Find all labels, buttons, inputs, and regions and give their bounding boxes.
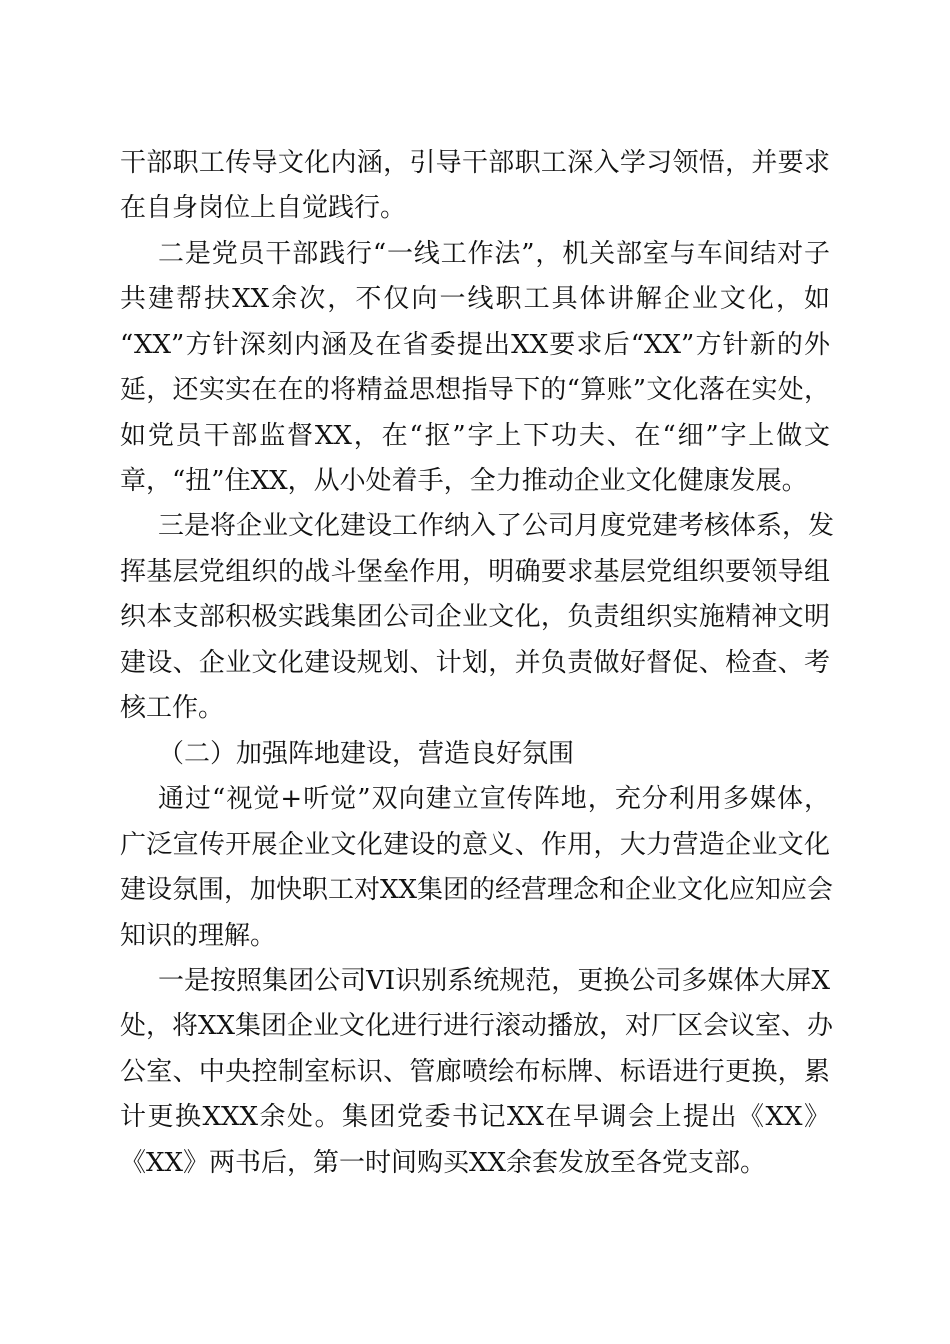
- paragraph-line: 三是将企业文化建设工作纳入了公司月度党建考核体系，发: [158, 511, 835, 541]
- paragraph-line: 计更换XXX余处。集团党委书记XX在早调会上提出《XX》: [120, 1102, 830, 1132]
- paragraph-line: 知识的理解。: [120, 921, 277, 951]
- paragraph-line: 处，将XX集团企业文化进行进行滚动播放，对厂区会议室、办: [120, 1011, 834, 1041]
- paragraph-line: 织本支部积极实践集团公司企业文化，负责组织实施精神文明: [120, 602, 830, 632]
- paragraph-line: 延，还实实在在的将精益思想指导下的“算账”文化落在实处，: [120, 375, 830, 405]
- paragraph-line: 通过“视觉+听觉”双向建立宣传阵地，充分利用多媒体，: [158, 784, 830, 814]
- paragraph-line: 建设、企业文化建设规划、计划，并负责做好督促、检查、考: [120, 648, 830, 678]
- paragraph-line: 核工作。: [120, 693, 225, 723]
- paragraph-line: 如党员干部监督XX，在“抠”字上下功夫、在“细”字上做文: [120, 421, 830, 451]
- paragraph-line: 共建帮扶XX余次，不仅向一线职工具体讲解企业文化，如: [120, 284, 830, 314]
- paragraph-line: “XX”方针深刻内涵及在省委提出XX要求后“XX”方针新的外: [120, 330, 830, 360]
- paragraph-line: 章，“扭”住XX，从小处着手，全力推动企业文化健康发展。: [120, 466, 808, 496]
- paragraph-line: 干部职工传导文化内涵，引导干部职工深入学习领悟，并要求: [120, 148, 830, 178]
- paragraph-line: 挥基层党组织的战斗堡垒作用，明确要求基层党组织要领导组: [120, 557, 830, 587]
- section-heading: （二）加强阵地建设，营造良好氛围: [158, 739, 575, 769]
- paragraph-line: 建设氛围，加快职工对XX集团的经营理念和企业文化应知应会: [120, 875, 834, 905]
- paragraph-line: 《XX》两书后，第一时间购买XX余套发放至各党支部。: [120, 1148, 767, 1178]
- paragraph-line: 二是党员干部践行“一线工作法”，机关部室与车间结对子: [158, 239, 830, 269]
- paragraph-line: 一是按照集团公司VI识别系统规范，更换公司多媒体大屏X: [158, 966, 830, 996]
- paragraph-line: 在自身岗位上自觉践行。: [120, 193, 407, 223]
- paragraph-line: 公室、中央控制室标识、管廊喷绘布标牌、标语进行更换，累: [120, 1057, 830, 1087]
- paragraph-line: 广泛宣传开展企业文化建设的意义、作用，大力营造企业文化: [120, 830, 830, 860]
